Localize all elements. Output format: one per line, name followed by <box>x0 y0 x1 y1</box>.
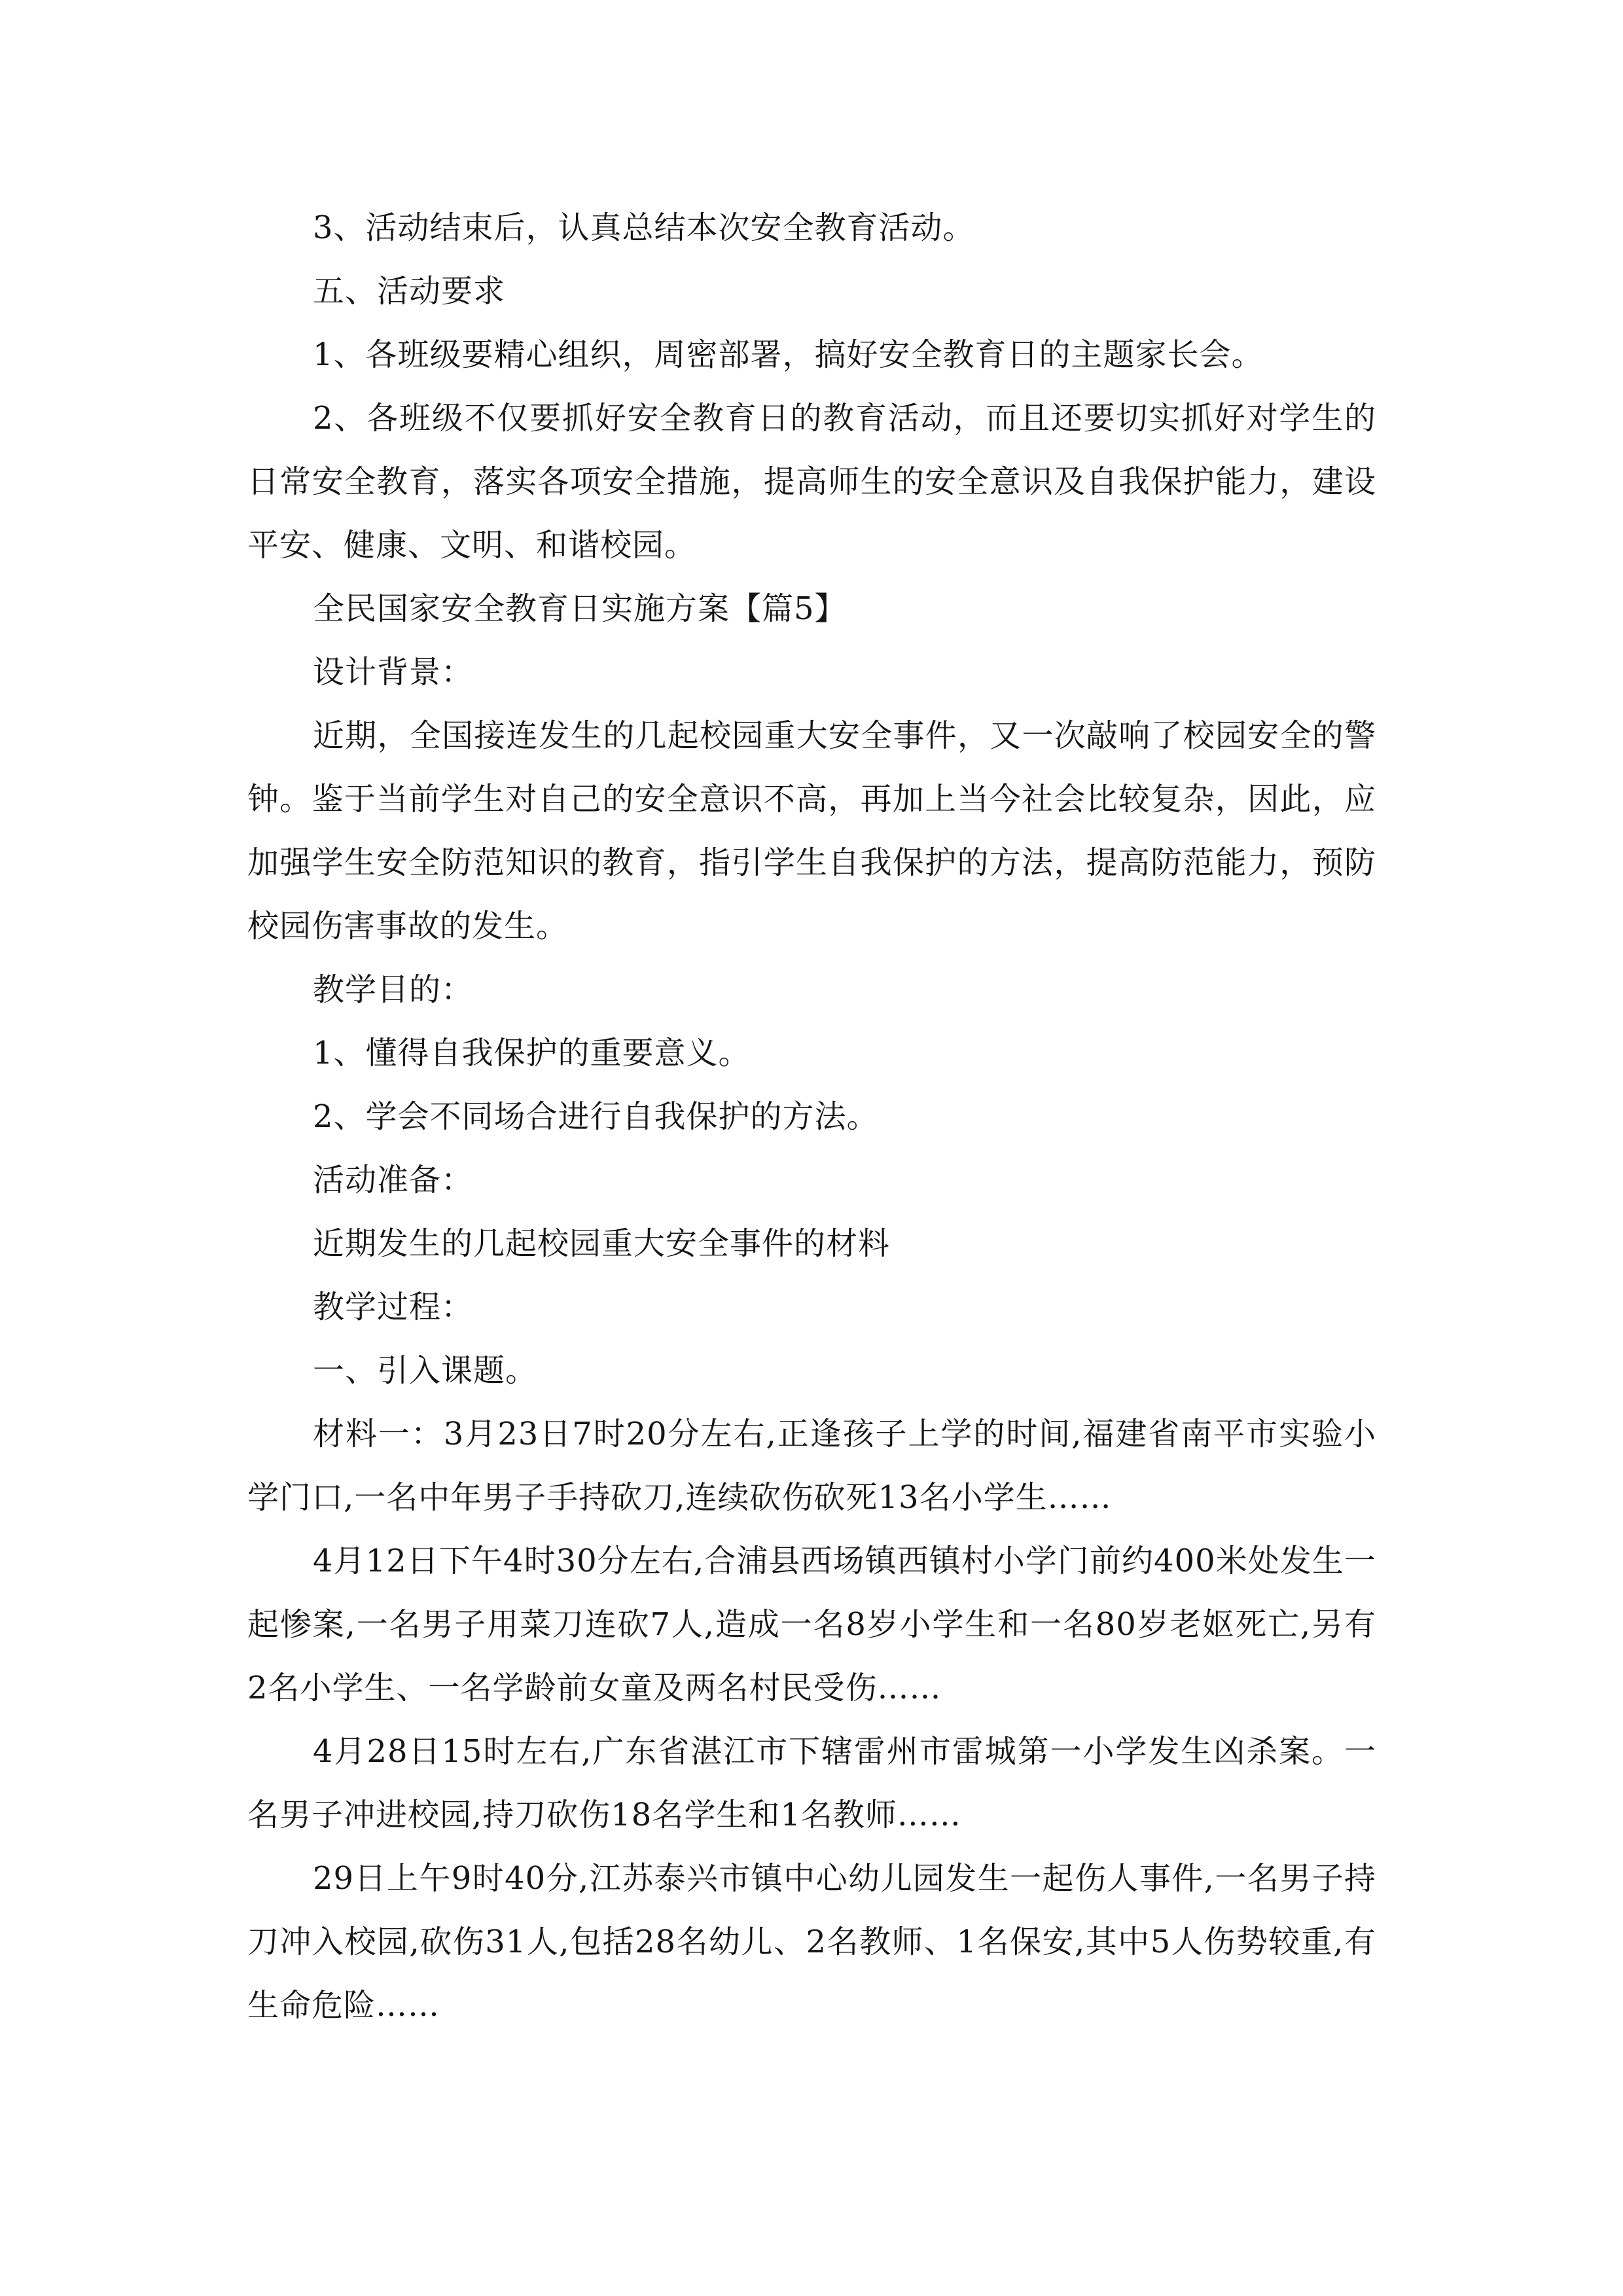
heading-introduce-topic: 一、引入课题。 <box>313 1352 538 1389</box>
paragraph-activity-summary: 3、活动结束后，认真总结本次安全教育活动。 <box>313 209 975 246</box>
paragraph-material-29th: 29日上午9时40分,江苏泰兴市镇中心幼儿园发生一起伤人事件,一名男子持刀冲入校园,砍伤31人,包括28名幼儿、2名教师、1名保安,其中5人伤势较重,有生命危险…… <box>247 1860 1376 2024</box>
paragraph-material-april-28: 4月28日15时左右,广东省湛江市下辖雷州市雷城第一小学发生凶杀案。一名男子冲进校园,持刀砍伤18名学生和1名教师…… <box>247 1733 1376 1833</box>
document-body <box>247 196 1376 2037</box>
paragraph-objective-2: 2、学会不同场合进行自我保护的方法。 <box>313 1098 879 1135</box>
paragraph-design-background: 近期，全国接连发生的几起校园重大安全事件，又一次敲响了校园安全的警钟。鉴于当前学生对自己的安全意识不高，再加上当今社会比较复杂，因此，应加强学生安全防范知识的教育，指引学生自我保护的方法，提高防范能力，预防校园伤害事故的发生。 <box>247 717 1376 944</box>
heading-teaching-objectives: 教学目的： <box>313 971 474 1008</box>
heading-design-background: 设计背景： <box>313 654 474 691</box>
paragraph-material-april-12: 4月12日下午4时30分左右,合浦县西场镇西镇村小学门前约400米处发生一起惨案,一名男子用菜刀连砍7人,造成一名8岁小学生和一名80岁老妪死亡,另有2名小学生、一名学龄前女童及两名村民受伤…… <box>247 1543 1376 1706</box>
heading-activity-preparation: 活动准备： <box>313 1162 474 1198</box>
paragraph-requirement-2: 2、各班级不仅要抓好安全教育日的教育活动，而且还要切实抓好对学生的日常安全教育，落实各项安全措施，提高师生的安全意识及自我保护能力，建设平安、健康、文明、和谐校园。 <box>247 400 1376 564</box>
heading-teaching-process: 教学过程： <box>313 1289 474 1325</box>
paragraph-preparation-materials: 近期发生的几起校园重大安全事件的材料 <box>313 1225 891 1262</box>
paragraph-requirement-1: 1、各班级要精心组织，周密部署，搞好安全教育日的主题家长会。 <box>313 336 1264 373</box>
paragraph-material-1: 材料一：3月23日7时20分左右,正逢孩子上学的时间,福建省南平市实验小学门口,一名中年男子手持砍刀,连续砍伤砍死13名小学生…… <box>247 1416 1376 1516</box>
section-title-part-5: 全民国家安全教育日实施方案【篇5】 <box>313 590 847 627</box>
heading-activity-requirements: 五、活动要求 <box>313 273 506 310</box>
paragraph-objective-1: 1、懂得自我保护的重要意义。 <box>313 1035 751 1071</box>
